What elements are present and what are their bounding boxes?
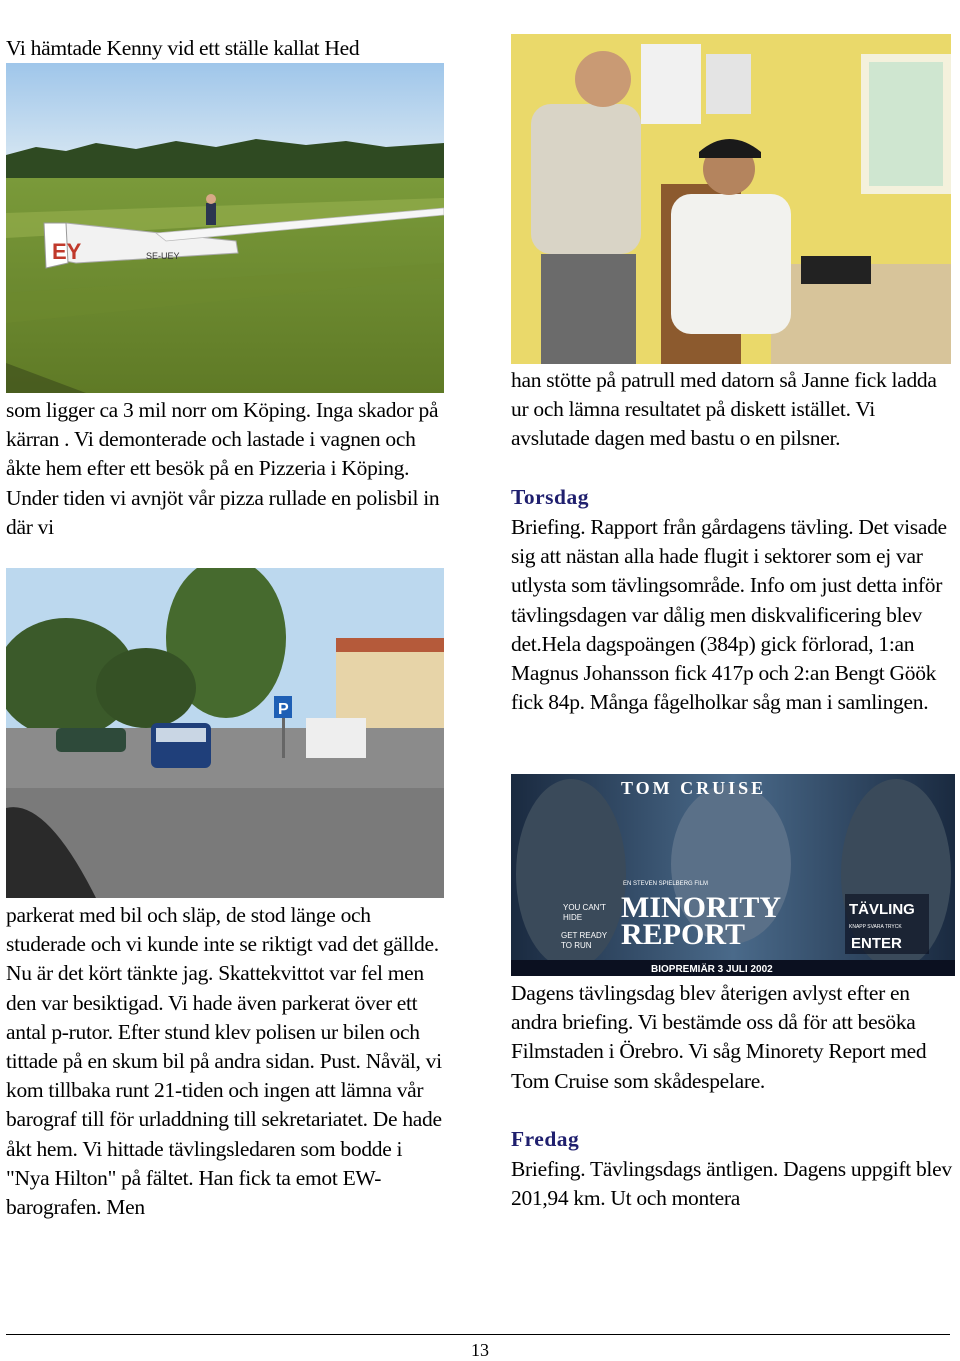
right-paragraph-4: Briefing. Tävlingsdags äntligen. Dagens uppgift blev 201,94 km. Ut och montera	[511, 1157, 952, 1211]
poster-badge-enter: ENTER	[851, 935, 902, 952]
page-number: 13	[471, 1340, 489, 1360]
poster-tagline-1: YOU CAN'T	[563, 903, 606, 912]
footer-divider	[6, 1334, 950, 1335]
poster-credit: EN STEVEN SPIELBERG FILM	[623, 881, 709, 887]
right-paragraph-2: Briefing. Rapport från gårdagens tävling. Det visade sig att nästan alla hade flugit i sektorer som ej var utlysta som tävlingsområde. Info om just detta inför tävlingsdagen var dålig men diskvalificering blev det.Hela dagspoängen (384p) gick förlorad, 1:an Magnus Johansson fick 417p och 2:an Bengt Göök fick 84p. Många fågelholkar såg man i samlingen.	[511, 515, 947, 715]
glider-tail-text: EY	[52, 239, 82, 264]
heading-friday: Fredag	[511, 1127, 580, 1151]
office-computer-photo	[511, 34, 951, 364]
glider-registration: SE-UEY	[146, 251, 180, 261]
poster-title-line1: MINORITY	[621, 891, 782, 924]
left-paragraph-1: som ligger ca 3 mil norr om Köping. Inga skador på kärran . Vi demonterade och lastade i vagnen och åkte hem efter ett besök på en Pizzeria i Köping. Under tiden vi avnjöt vår pizza rullade en polisbil in där vi	[6, 398, 440, 539]
caption-top: Vi hämtade Kenny vid ett ställe kallat Hed	[6, 36, 360, 60]
poster-badge-small: KNAPP SVARA TRYCK	[849, 924, 902, 930]
right-paragraph-3: Dagens tävlingsdag blev återigen avlyst efter en andra briefing. Vi bestämde oss då för att besöka Filmstaden i Örebro. Vi såg Minorety Report med Tom Cruise som skådespelare.	[511, 981, 927, 1093]
poster-actor-name: TOM CRUISE	[621, 778, 767, 798]
glider-field-photo	[6, 63, 444, 393]
poster-tagline-4: TO RUN	[561, 941, 592, 950]
poster-tagline-2: HIDE	[563, 913, 583, 922]
poster-tagline-3: GET READY	[561, 931, 608, 940]
poster-badge-competition: TÄVLING	[849, 901, 915, 918]
right-paragraph-1: han stötte på patrull med datorn så Janne fick ladda ur och lämna resultatet på diskett istället. Vi avslutade dagen med bastu o en pilsner.	[511, 368, 937, 451]
parking-sign-letter: P	[278, 701, 289, 718]
left-paragraph-2: parkerat med bil och släp, de stod länge och studerade och vi kunde inte se riktigt vad det gällde. Nu är det kört tänkte jag. Skattekvittot var fel men den var besiktigad. Vi hade även parkerat över ett antal p-rutor. Efter stund klev polisen ur bilen och tittade på en skum bil på andra sidan. Pust. Nåväl, vi kom tillbaka runt 21-tiden och ingen att lämna vår barograf till för urladdning till sekretariatet. De hade åkt hem. Vi hittade tävlingsledaren som bodde i "Nya Hilton" på fältet. Han fick ta emot EW-barografen. Men	[6, 903, 442, 1220]
heading-thursday: Torsdag	[511, 485, 589, 509]
movie-poster-image	[511, 774, 955, 976]
poster-premiere-date: BIOPREMIÄR 3 JULI 2002	[651, 964, 773, 975]
poster-title-line2: REPORT	[621, 918, 745, 951]
parking-lot-photo	[6, 568, 444, 898]
